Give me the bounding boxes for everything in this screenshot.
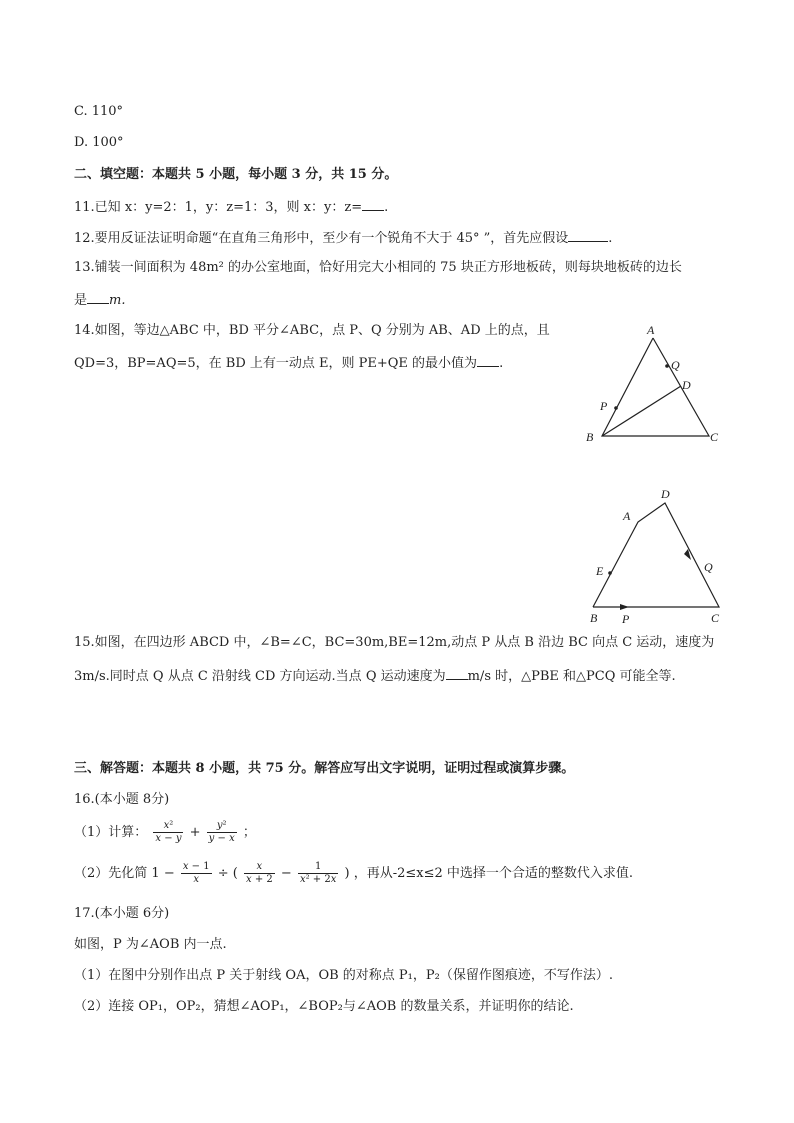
arrow-p [620,604,629,610]
fraction: $\frac{1}{\text{x² + 2x}}$ [299,861,337,885]
q11-text: x：y=2：1，y：z=1：3，则 x：y：z= [124,200,363,215]
quadrilateral-outline [593,503,719,607]
q15-suffix: m/s 时，△PBE 和△PCQ 可能全等. [467,669,676,684]
q15-prefix: 3m/s.同时点 Q 从点 C 沿射线 CD 方向运动.当点 Q 运动速度为 [74,669,446,684]
expression-one: 1 − [151,866,175,881]
q16-part1-prefix: （1）计算： [74,825,148,840]
label-c: C [711,611,720,625]
division-sign: ÷ ( [217,866,238,881]
plus-sign: + [189,825,201,840]
label-e: E [596,564,604,578]
minus-sign: − [280,866,292,881]
answer-blank[interactable] [477,353,499,367]
label-d: D [661,487,670,501]
figure-triangle-abc [580,320,730,450]
answer-blank[interactable] [568,228,608,242]
question-15-line-1: 15.如图，在四边形 ABCD 中，∠B=∠C，BC=30m,BE=12m,动点 P 从点 B 沿边 BC 向点 C 运动，速度为 [74,635,715,650]
q16-part1-suffix: ； [242,825,256,840]
q14-text: QD=3，BP=AQ=5，在 BD 上有一动点 E，则 PE+QE 的最小值为 [74,356,478,371]
point-e [608,571,612,575]
question-16-header: 16.(本小题 8分) [74,792,170,807]
option-c: C. 110° [74,104,124,119]
label-a: A [647,323,655,337]
question-17-part-1: （1）在图中分别作出点 P 关于射线 OA，OB 的对称点 P₁，P₂（保留作图痕迹，不写作法）. [74,968,613,983]
answer-blank[interactable] [87,290,109,304]
question-16-part-2 [74,859,633,889]
label-q: Q [671,358,680,372]
label-c: C [710,430,719,444]
label-d: D [682,378,691,392]
label-b: B [586,430,594,444]
question-13-line-1: 13.铺装一间面积为 48m² 的办公室地面，恰好用完大小相同的 75 块正方形地板砖，则每块地板砖的边长 [74,260,682,275]
question-15-line-2 [74,666,676,686]
q13-prefix: 是 [74,293,88,308]
point-p [614,406,618,410]
question-17-part-2: （2）连接 OP₁，OP₂，猜想∠AOP₁，∠BOP₂与∠AOB 的数量关系，并证明你的结论. [74,999,574,1014]
question-14-line-1: 14.如图，等边△ABC 中，BD 平分∠ABC，点 P、Q 分别为 AB、AD 上的点，且 [74,323,550,338]
question-12 [74,228,612,248]
label-p: P [600,399,608,413]
question-17-intro: 如图，P 为∠AOB 内一点. [74,937,227,952]
question-13-line-2 [74,290,125,310]
question-17-header: 17.(本小题 6分) [74,906,170,921]
label-a: A [623,509,631,523]
q14-suffix: . [499,356,504,371]
fraction: $\frac{x - 1}{x}$ [182,861,210,885]
option-d: D. 100° [74,135,124,150]
close-paren: ) [344,866,350,881]
question-11 [74,197,388,217]
q12-text: 12.要用反证法证明命题“在直角三角形中，至少有一个锐角不大于 45° ”，首先应假设 [74,231,569,246]
point-q [665,364,669,368]
q12-suffix: . [608,231,613,246]
triangle-outline [602,338,709,436]
fraction: $\frac{\text{x²}}{x - y}$ [155,820,182,844]
segment-bd [602,386,681,436]
fraction: $\frac{\text{y²}}{y - x}$ [208,820,235,844]
figure-quadrilateral-abcd [580,485,730,630]
question-14-line-2 [74,353,503,373]
label-p: P [622,612,630,626]
q16-part2-prefix: （2）先化简 [74,866,148,881]
q11-suffix: . [384,200,389,215]
fraction: $\frac{x}{x + 2}$ [246,861,273,885]
section-3-title: 三、解答题：本题共 8 小题，共 75 分。解答应写出文字说明，证明过程或演算步骤。 [74,761,575,776]
answer-blank[interactable] [362,197,384,211]
question-16-part-1 [74,818,256,848]
q11-prefix: 11.已知 [74,200,125,215]
label-q: Q [704,560,713,574]
q16-part2-suffix: ，再从-2≤x≤2 中选择一个合适的整数代入求值. [353,866,634,881]
answer-blank[interactable] [446,666,468,680]
q13-unit: m. [109,293,126,308]
section-2-title: 二、填空题：本题共 5 小题，每小题 3 分，共 15 分。 [74,167,398,182]
label-b: B [590,611,598,625]
